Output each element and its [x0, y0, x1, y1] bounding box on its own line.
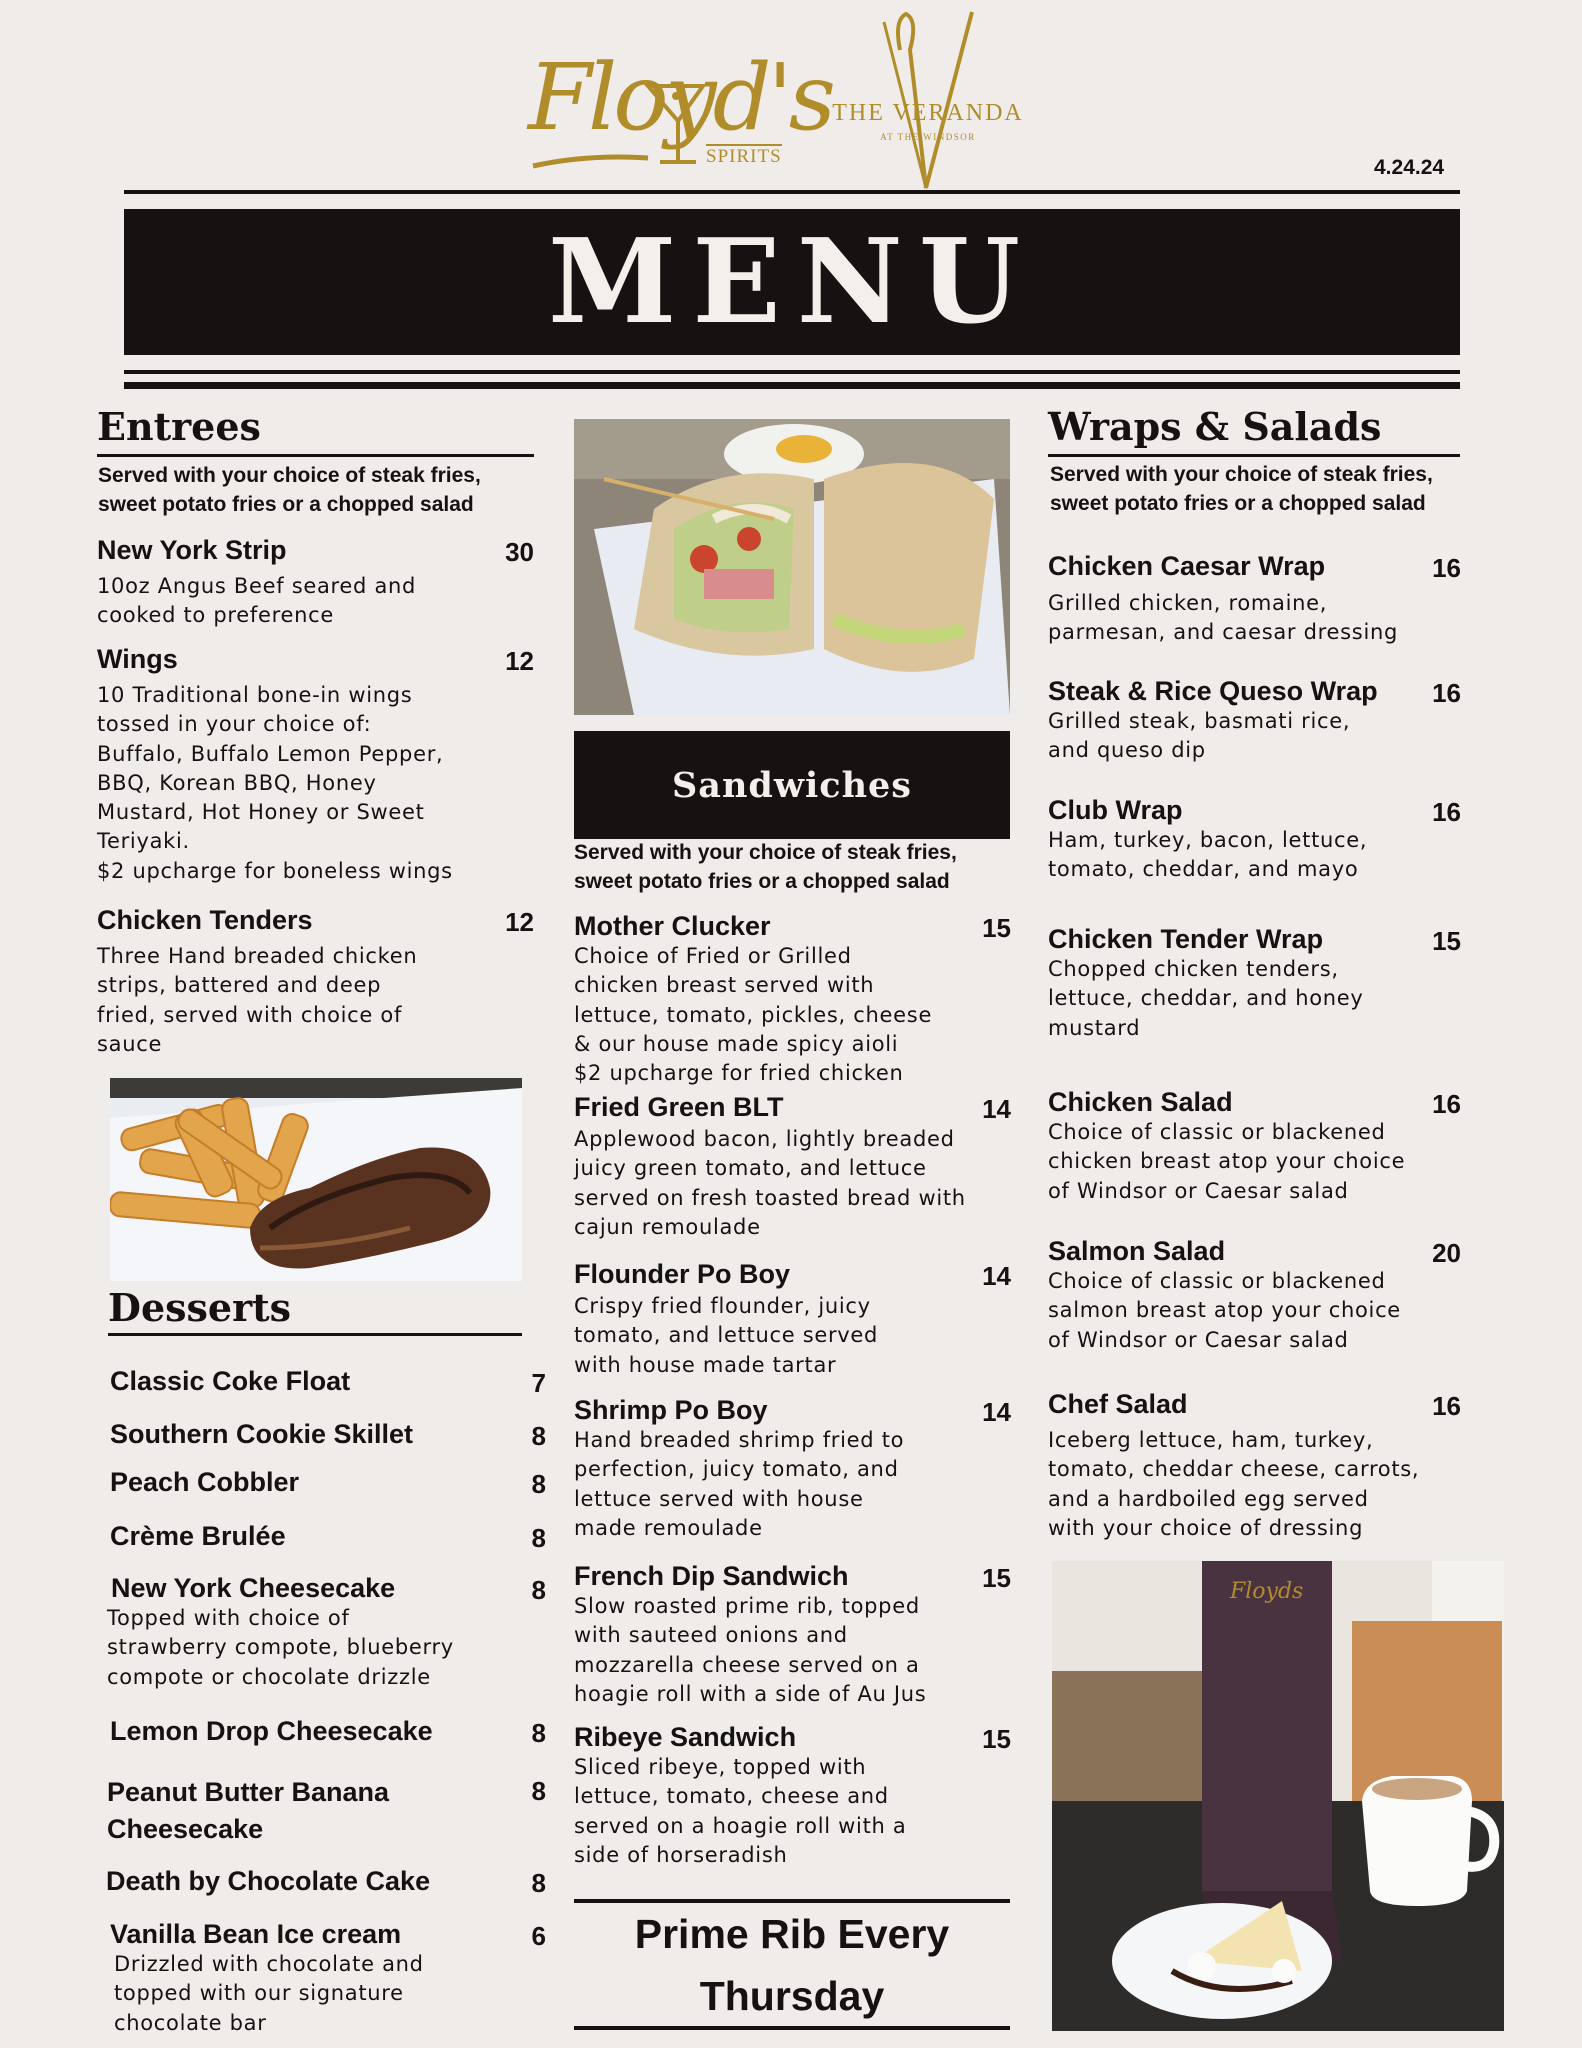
item-description: Grilled chicken, romaine, parmesan, and caesar dressing: [1048, 591, 1399, 645]
dessert-price: 8: [531, 1776, 546, 1806]
steak-photo: [110, 1078, 522, 1281]
dessert-price: 8: [531, 1421, 546, 1451]
desserts-heading-rule: [108, 1333, 522, 1336]
menu-title-banner: MENU: [124, 209, 1460, 355]
item-name: Chicken Salad: [1048, 1087, 1233, 1117]
menu-date: 4.24.24: [1374, 156, 1445, 179]
item-price: 16: [1432, 797, 1461, 827]
dessert-name: Peach Cobbler: [110, 1467, 300, 1497]
item-price: 16: [1432, 1391, 1461, 1421]
entrees-heading: Entrees: [97, 404, 261, 449]
divider-rule: [124, 370, 1460, 374]
item-description: Grilled steak, basmati rice, and queso dip: [1048, 709, 1351, 763]
item-price: 14: [982, 1094, 1011, 1124]
dessert-name: Death by Chocolate Cake: [106, 1866, 431, 1896]
dessert-name: Classic Coke Float: [110, 1366, 351, 1396]
dessert-price: 8: [531, 1523, 546, 1553]
item-price: 15: [982, 1563, 1011, 1593]
prime-rib-callout: Prime Rib Every Thursday: [634, 1911, 950, 2019]
dessert-name: Peanut Butter Banana Cheesecake: [107, 1777, 390, 1844]
menu-item: [97, 905, 537, 1059]
wraps-heading-rule: [1048, 454, 1460, 457]
item-name: Chef Salad: [1048, 1389, 1188, 1419]
divider-rule-thick: [124, 382, 1460, 389]
menu-item: [97, 535, 537, 631]
item-name: Chicken Caesar Wrap: [1048, 551, 1326, 581]
item-price: 16: [1432, 553, 1461, 583]
item-name: Chicken Tender Wrap: [1048, 924, 1324, 954]
item-name: New York Strip: [97, 535, 287, 565]
item-price: 12: [505, 646, 534, 676]
item-name: Club Wrap: [1048, 795, 1183, 825]
dessert-name: Crème Brulée: [110, 1521, 286, 1551]
top-rule: [124, 190, 1460, 194]
item-description: Applewood bacon, lightly breaded juicy green tomato, and lettuce served on fresh toasted bread with cajun remoulade: [574, 1127, 966, 1239]
item-description: Slow roasted prime rib, topped with sauteed onions and mozzarella cheese served on a hoagie roll with a side of Au Jus: [574, 1594, 927, 1706]
veranda-logo: [822, 10, 1032, 192]
item-description: Crispy fried flounder, juicy tomato, and lettuce served with house made tartar: [574, 1294, 879, 1377]
entrees-subheading: Served with your choice of steak fries, sweet potato fries or a chopped salad: [98, 464, 481, 516]
item-name: Fried Green BLT: [574, 1092, 784, 1122]
menu-item: [110, 1919, 540, 2038]
item-price: 15: [982, 913, 1011, 943]
item-price: 16: [1432, 1089, 1461, 1119]
item-price: 15: [982, 1724, 1011, 1754]
cheesecake-photo: [1052, 1561, 1504, 2031]
desserts-heading: Desserts: [108, 1285, 292, 1330]
item-price: 14: [982, 1261, 1011, 1291]
dessert-name: Vanilla Bean Ice cream: [110, 1919, 402, 1949]
item-price: 30: [505, 537, 534, 567]
item-price: 20: [1432, 1238, 1461, 1268]
item-description: Sliced ribeye, topped with lettuce, tomato, cheese and served on a hoagie roll with a side of horseradish: [574, 1755, 907, 1867]
item-name: Flounder Po Boy: [574, 1259, 790, 1289]
item-description: 10 Traditional bone-in wings tossed in your choice of: Buffalo, Buffalo Lemon Pepper, BBQ, Korean BBQ, Honey Mustard, Hot Honey or Sweet Teriyaki. $2 upcharge for boneless wings: [97, 683, 453, 883]
dessert-price: 8: [531, 1575, 546, 1605]
item-description: Ham, turkey, bacon, lettuce, tomato, cheddar, and mayo: [1048, 828, 1368, 882]
sandwiches-subheading: Served with your choice of steak fries, sweet potato fries or a chopped salad: [574, 841, 957, 893]
item-price: 14: [982, 1397, 1011, 1427]
item-price: 15: [1432, 926, 1461, 956]
item-description: Choice of Fried or Grilled chicken breast served with lettuce, tomato, pickles, cheese & our house made spicy aioli $2 upcharge for fried chicken: [574, 944, 933, 1086]
menu-item: [97, 644, 537, 886]
item-description: Chopped chicken tenders, lettuce, cheddar, and honey mustard: [1048, 957, 1364, 1040]
menu-item: [107, 1573, 537, 1692]
spirits-logo-text: SPIRITS: [706, 146, 782, 167]
item-description: Choice of classic or blackened chicken breast atop your choice of Windsor or Caesar salad: [1048, 1120, 1406, 1203]
dessert-description: Topped with choice of strawberry compote, blueberry compote or chocolate drizzle: [107, 1606, 454, 1689]
item-name: Shrimp Po Boy: [574, 1395, 768, 1425]
prime-rib-bottom-rule: [574, 2026, 1010, 2030]
dessert-price: 8: [531, 1718, 546, 1748]
dessert-price: 7: [531, 1368, 546, 1398]
entrees-heading-rule: [97, 454, 534, 457]
item-name: Salmon Salad: [1048, 1236, 1226, 1266]
item-description: Iceberg lettuce, ham, turkey, tomato, cheddar cheese, carrots, and a hardboiled egg served with your choice of dressing: [1048, 1428, 1420, 1540]
item-name: Ribeye Sandwich: [574, 1722, 797, 1752]
veranda-subtitle: AT THE WINDSOR: [880, 132, 976, 142]
dessert-description: Drizzled with chocolate and topped with our signature chocolate bar: [114, 1952, 424, 2035]
wraps-subheading: Served with your choice of steak fries, sweet potato fries or a chopped salad: [1050, 463, 1433, 515]
floyds-spirits-logo: [528, 26, 833, 171]
item-description: 10oz Angus Beef seared and cooked to preference: [97, 574, 417, 628]
dessert-name: Southern Cookie Skillet: [110, 1419, 414, 1449]
sandwiches-heading-banner: Sandwiches: [574, 731, 1010, 839]
dessert-price: 8: [531, 1868, 546, 1898]
dessert-name: New York Cheesecake: [111, 1573, 396, 1603]
dessert-price: 6: [531, 1921, 546, 1951]
item-name: Chicken Tenders: [97, 905, 313, 935]
floyds-logo-text: Floyd's: [528, 44, 833, 151]
wraps-salads-heading: Wraps & Salads: [1048, 404, 1382, 449]
item-name: French Dip Sandwich: [574, 1561, 849, 1591]
veranda-title: THE VERANDA: [832, 100, 1024, 126]
item-description: Three Hand breaded chicken strips, battered and deep fried, served with choice of sauce: [97, 944, 418, 1056]
dessert-price: 8: [531, 1469, 546, 1499]
item-price: 12: [505, 907, 534, 937]
item-name: Steak & Rice Queso Wrap: [1048, 676, 1378, 706]
item-name: Wings: [97, 644, 178, 674]
item-description: Hand breaded shrimp fried to perfection, juicy tomato, and lettuce served with house made remoulade: [574, 1428, 905, 1540]
dessert-name: Lemon Drop Cheesecake: [110, 1716, 433, 1746]
item-description: Choice of classic or blackened salmon breast atop your choice of Windsor or Caesar salad: [1048, 1269, 1401, 1352]
wrap-photo: [574, 419, 1010, 715]
item-price: 16: [1432, 678, 1461, 708]
menu-card-text: Floyds: [1230, 1579, 1304, 1604]
item-name: Mother Clucker: [574, 911, 771, 941]
